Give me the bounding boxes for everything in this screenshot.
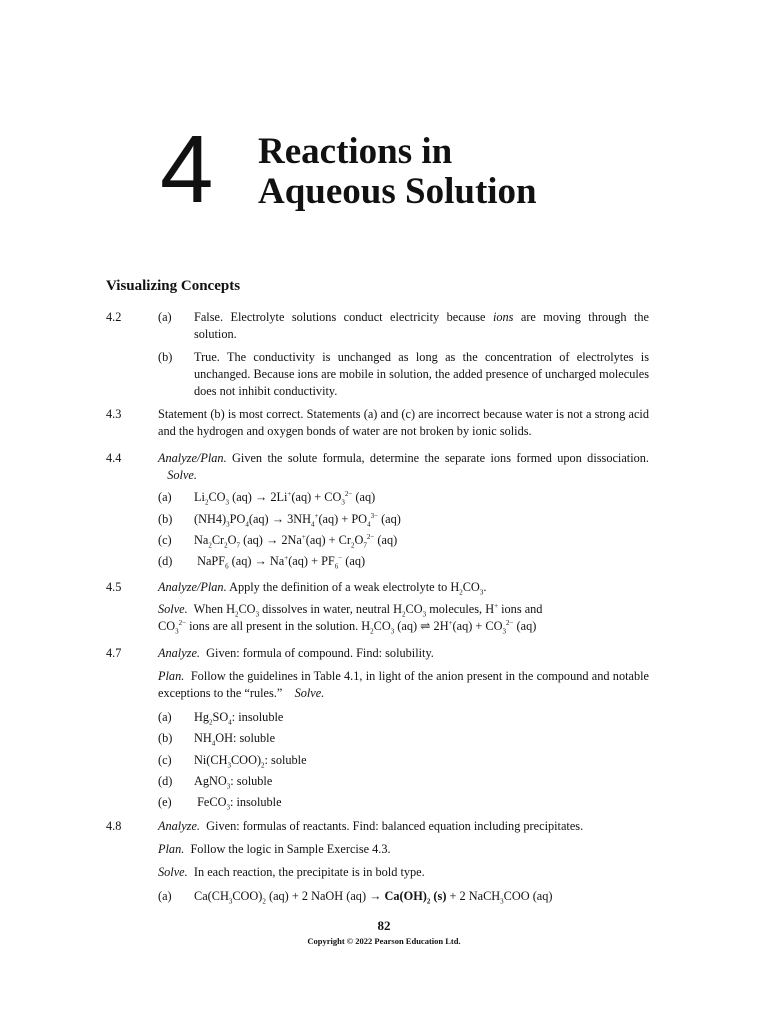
chapter-title-line2: Aqueous Solution [258,171,537,212]
answer-text: True. The conductivity is unchanged as long as the concentration of electrolytes is unchanged. Because ions are mobile in solution, the added presence of uncharged molecules does not inhibit conductivity. [194,350,649,398]
item-label: (a) [158,310,172,324]
answer-text: Statement (b) is most correct. Statements (a) and (c) are incorrect because water is not a strong acid and the hydrogen and oxygen bonds of water are not broken by ionic solids. [158,407,649,438]
equation: $(NH4)_3PO_4(aq) \to 3NH_4^+(aq) + PO_4^{3-}$ (aq) [194,511,401,529]
answer-text: Plan. Follow the guidelines in Table 4.1, in light of the anion present in the compound and notable exceptions to the “rules.” Solve. [158,669,649,700]
chapter-number: 4 [160,116,214,223]
question-number: 4.3 [106,407,122,421]
equation: $Na_2Cr_2O_7$ $(aq) \to 2Na^+(aq) + Cr_2O_7^{2-}$ (aq) [194,532,398,550]
answer-text: Solve. In each reaction, the precipitate is in bold type. [158,865,425,879]
page-number: 82 [377,918,391,933]
question-number: 4.5 [106,580,122,594]
equilibrium-arrow-icon: ⇌ [420,619,431,633]
question-number: 4.7 [106,646,122,660]
section-title: Visualizing Concepts [106,278,241,294]
answer-text: Analyze/Plan. Given the solute formula, determine the separate ions formed upon dissociation. Solve. [158,451,650,482]
answer-text: Plan. Follow the logic in Sample Exercise 4.3. [158,842,391,856]
equation: NaPF$_6$ $(aq) \to Na^+(aq) + PF_6^-$ (aq) [194,553,366,571]
chapter-title-line1: Reactions in [258,131,453,172]
chapter-title [258,132,537,212]
item-label: (b) [158,350,173,364]
question-number: 4.2 [106,310,122,324]
equation: $Ca(CH_3COO)_2$ (aq) + 2 NaOH $(aq) \to Ca(OH)_2$ (s) + 2 NaCH$_3$COO (aq) [194,889,553,906]
answer-text: Analyze/Plan. Apply the definition of a weak electrolyte to $H_2CO_3$. [158,580,487,597]
copyright: Copyright © 2022 Pearson Education Ltd. [307,936,461,946]
answer-text: False. Electrolyte solutions conduct electricity because ions are moving through the solution. [194,310,650,341]
answer-text: Analyze. Given: formulas of reactants. Find: balanced equation including precipitates. [158,819,584,833]
question-number: 4.8 [106,819,122,833]
answer-text: Analyze. Given: formula of compound. Find: solubility. [158,646,434,660]
answer-text: Solve. When $H_2CO_3$ dissolves in water, neutral $H_2CO_3$ molecules, H+ ions and $CO_3^{2-}$ ions are all present in the solution. $H_2CO_3$ (aq) ⇌ $2H^+(aq) + CO_3^{2-}$ (aq) [158,601,543,636]
equation: $Li_2CO_3$ $(aq) \to 2Li^+(aq) + CO_3^{2-}$ (aq) [194,489,376,507]
question-number: 4.4 [106,451,122,465]
